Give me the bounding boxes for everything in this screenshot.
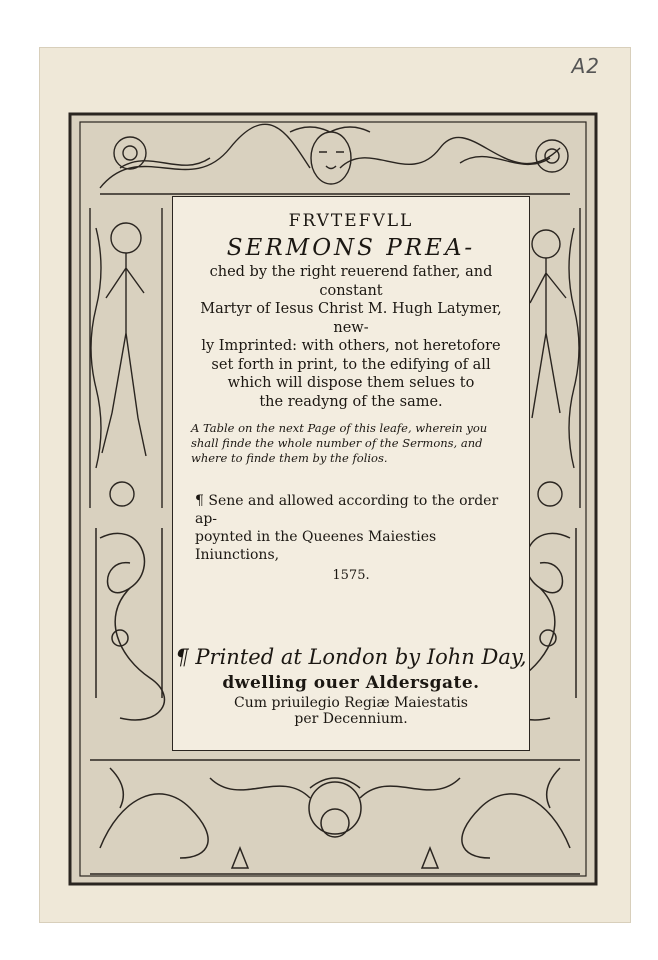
table-note-line: where to finde them by the folios. (191, 451, 388, 465)
description-text (187, 263, 515, 411)
book-title: FRVTEFVLL (288, 211, 414, 231)
privilege-term: per Decennium. (294, 711, 408, 727)
table-note-line: shall finde the whole number of the Sermons, and (191, 436, 483, 450)
table-note (191, 421, 511, 466)
sermons-heading: SERMONS PREA- (226, 235, 476, 261)
table-note-line: A Table on the next Page of this leafe, wherein you (191, 421, 488, 435)
approval-line: Iniunctions, (195, 547, 280, 563)
imprint-line: ¶ Printed at London by Iohn Day, (175, 645, 527, 669)
description-line: which will dispose them selues to (227, 375, 475, 391)
description-line: ly Imprinted: with others, not heretofore (201, 338, 501, 354)
printer-address: dwelling ouer Aldersgate. (222, 673, 480, 693)
approval-line: ¶ Sene and allowed according to the order ap- (195, 493, 499, 527)
privilege-line: Cum priuilegio Regiæ Maiestatis (234, 695, 468, 711)
publication-year: 1575. (332, 568, 370, 583)
description-line: set forth in print, to the edifying of all (211, 356, 491, 373)
title-page (40, 48, 630, 922)
description-line: the readyng of the same. (259, 393, 443, 410)
pencil-annotation: A2 (571, 54, 600, 78)
description-line: Martyr of Iesus Christ M. Hugh Latymer, new- (200, 301, 502, 336)
title-text-block (173, 197, 529, 750)
description-line: ched by the right reuerend father, and constant (209, 264, 493, 299)
approval-line: poynted in the Queenes Maiesties (195, 529, 437, 545)
approval-statement (195, 492, 507, 564)
